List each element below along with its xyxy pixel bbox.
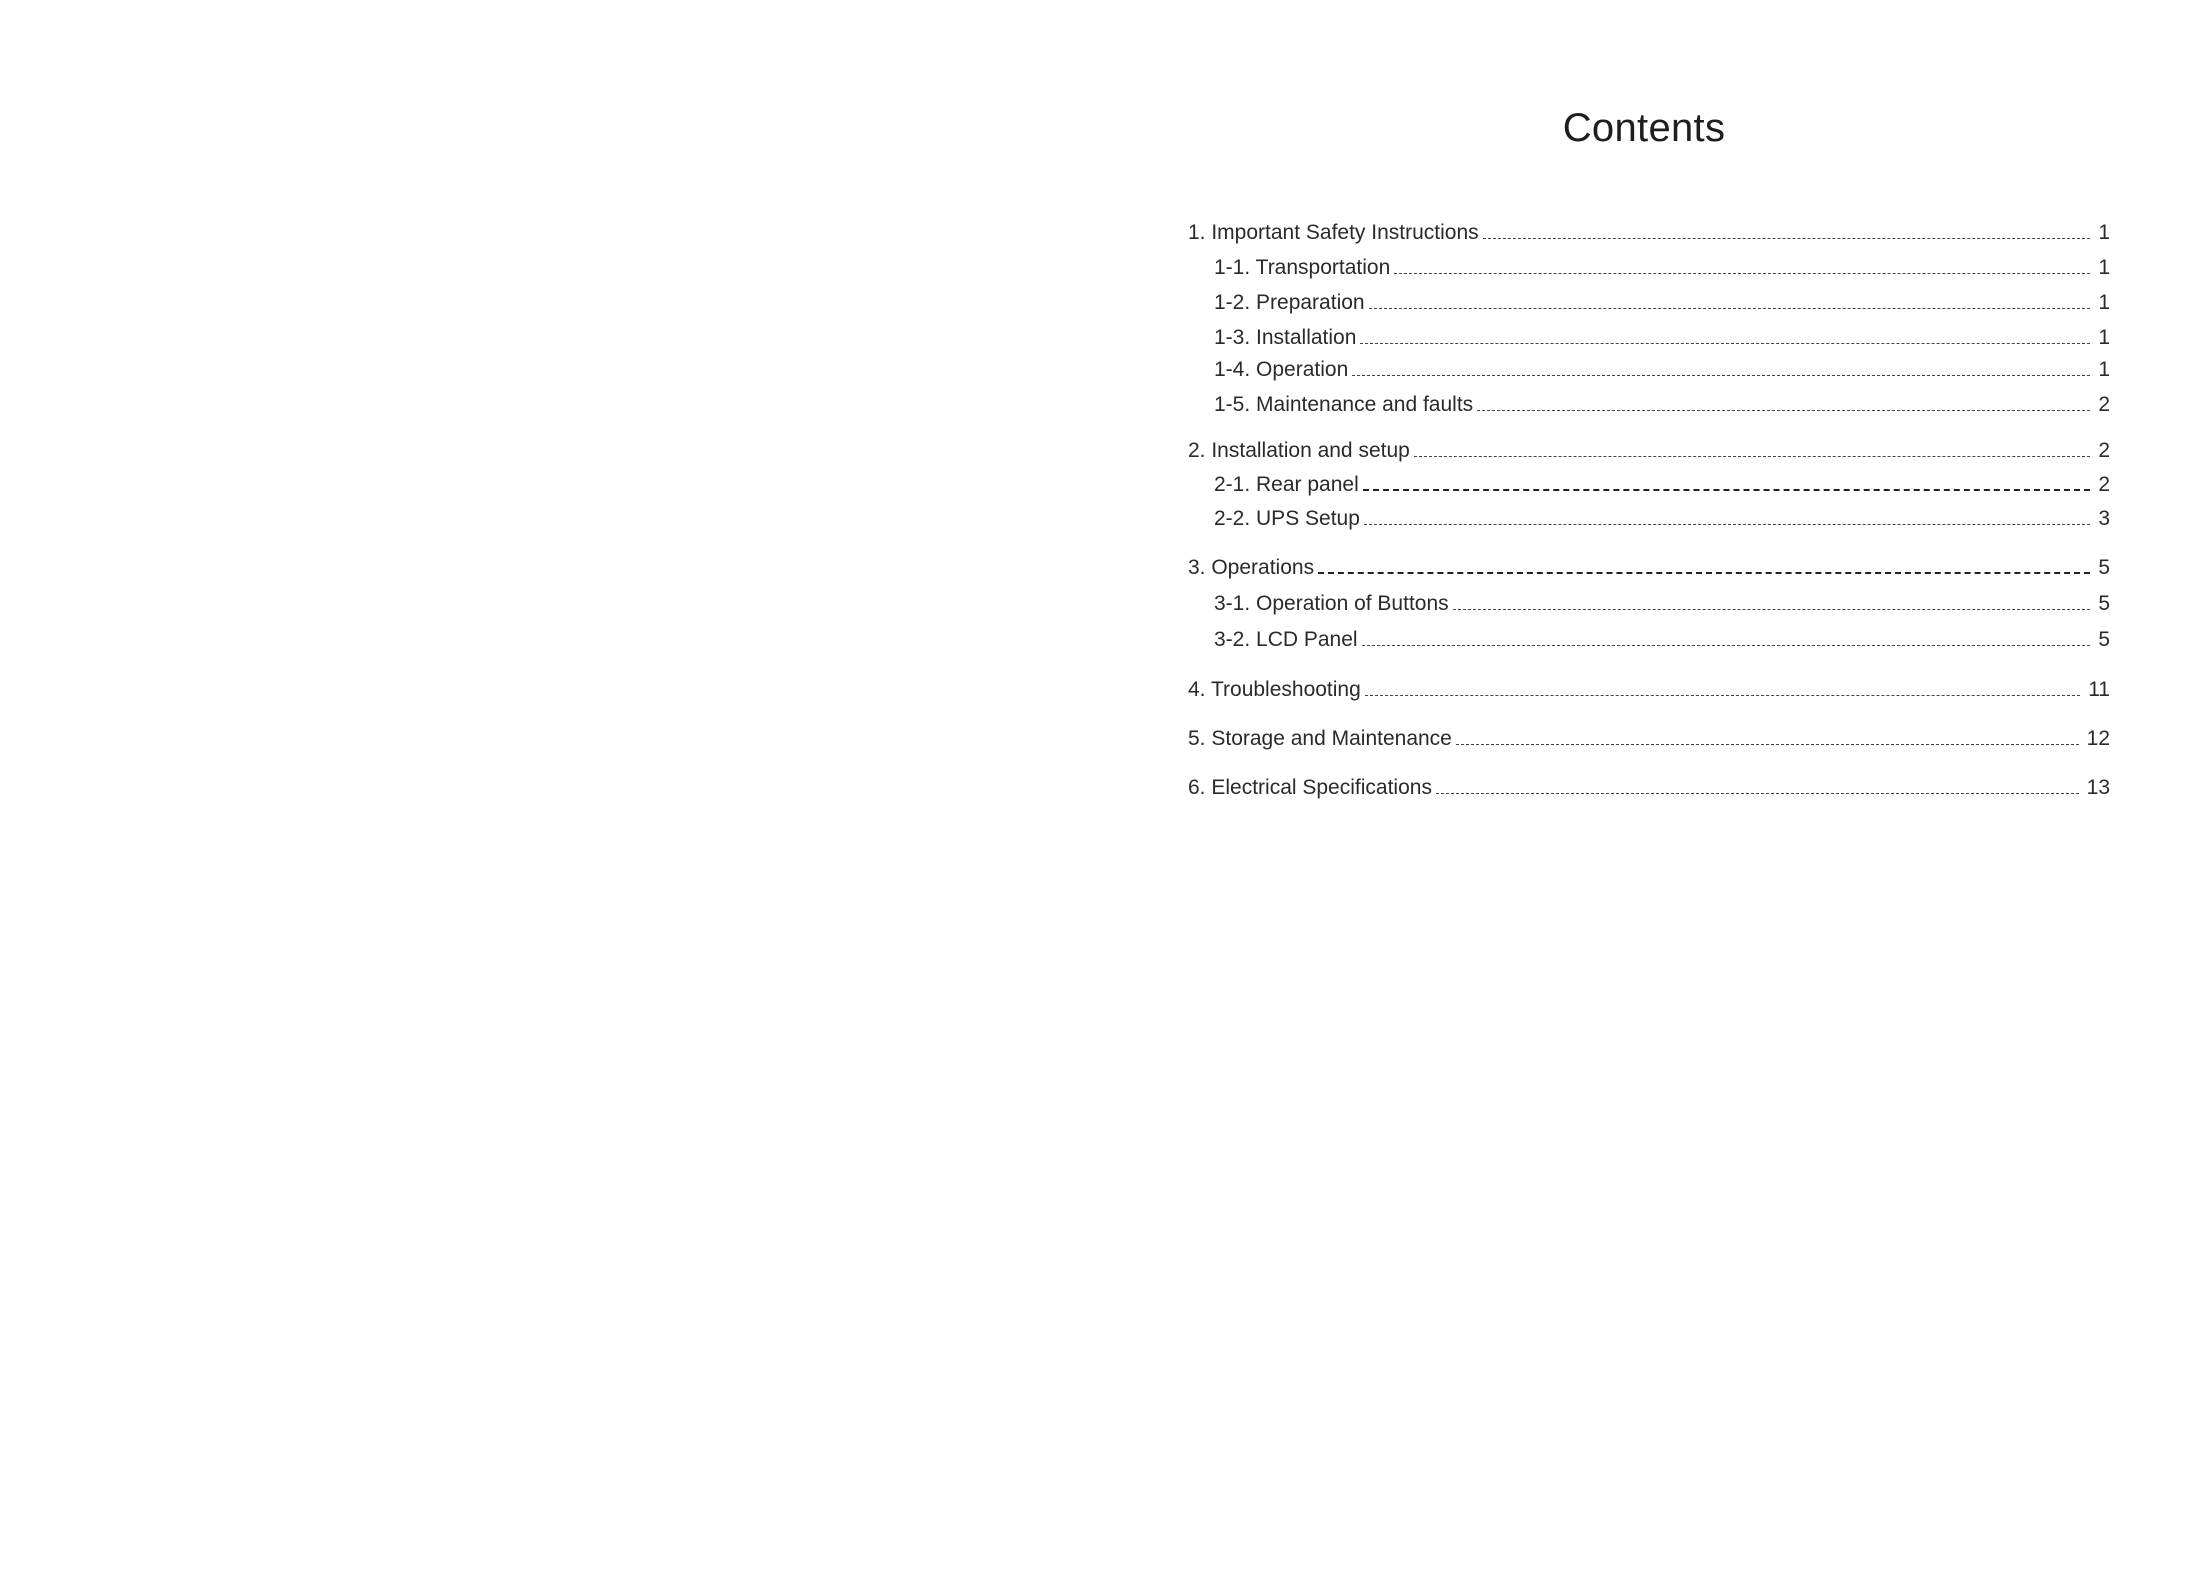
toc-entry-2-2[interactable] [1214,505,2110,533]
toc-entry-label: 1-1. Transportation [1214,256,1391,279]
toc-entry-1-1[interactable] [1214,254,2110,282]
toc-entry-label: 1. Important Safety Instructions [1188,221,1479,244]
toc-entry-1-4[interactable] [1214,356,2110,384]
toc-entry-1-3[interactable] [1214,324,2110,352]
toc-entry-label: 2-1. Rear panel [1214,473,1359,496]
toc-entry-1-5[interactable] [1214,391,2110,419]
dotted-leader [1394,273,2090,274]
toc-page-number: 11 [2088,678,2110,701]
toc-page-number: 12 [2086,727,2110,750]
toc-page-number: 3 [2098,507,2110,530]
toc-page-number: 1 [2098,221,2110,244]
toc-entry-label: 1-5. Maintenance and faults [1214,393,1474,416]
dotted-leader [1360,343,2090,344]
toc-entry-label: 5. Storage and Maintenance [1188,727,1452,750]
dotted-leader [1369,308,2091,309]
toc-page-number: 1 [2098,358,2110,381]
toc-entry-label: 3-1. Operation of Buttons [1214,592,1449,615]
toc-entry-1-2[interactable] [1214,289,2110,317]
toc-entry-3-2[interactable] [1214,626,2110,654]
toc-entry-label: 2-2. UPS Setup [1214,507,1360,530]
toc-page-number: 13 [2086,776,2110,799]
toc-entry-label: 6. Electrical Specifications [1188,776,1432,799]
toc-entry-5[interactable] [1188,725,2110,753]
dotted-leader [1365,695,2080,696]
toc-entry-2-1[interactable] [1214,471,2110,499]
toc-entry-label: 1-4. Operation [1214,358,1349,381]
toc-entry-3[interactable] [1188,554,2110,582]
dotted-leader [1453,609,2091,610]
toc-entry-2[interactable] [1188,437,2110,465]
toc-page-number: 2 [2098,393,2110,416]
dotted-leader [1362,645,2091,646]
toc-page-number: 1 [2098,256,2110,279]
dotted-leader [1414,456,2090,457]
toc-entry-4[interactable] [1188,676,2110,704]
toc-page-number: 1 [2098,291,2110,314]
page-title: Contents [1562,106,1726,150]
dotted-leader [1456,744,2079,745]
toc-page-number: 5 [2098,592,2110,615]
dotted-leader [1483,238,2091,239]
toc-entry-label: 1-2. Preparation [1214,291,1365,314]
toc-entry-3-1[interactable] [1214,590,2110,618]
dotted-leader [1363,489,2091,491]
toc-entry-label: 3-2. LCD Panel [1214,628,1358,651]
toc-page-number: 5 [2098,556,2110,579]
dotted-leader [1477,410,2090,411]
toc-entry-label: 2. Installation and setup [1188,439,1410,462]
toc-page-number: 1 [2098,326,2110,349]
toc-page-number: 5 [2098,628,2110,651]
dotted-leader [1436,793,2079,794]
toc-entry-label: 3. Operations [1188,556,1315,579]
dotted-leader [1352,375,2090,376]
toc-page-number: 2 [2098,473,2110,496]
toc-entry-label: 4. Troubleshooting [1188,678,1361,701]
toc-entry-label: 1-3. Installation [1214,326,1357,349]
toc-entry-1[interactable] [1188,219,2110,247]
dotted-leader [1364,524,2090,525]
dotted-leader [1318,572,2090,574]
toc-page-number: 2 [2098,439,2110,462]
toc-entry-6[interactable] [1188,774,2110,802]
